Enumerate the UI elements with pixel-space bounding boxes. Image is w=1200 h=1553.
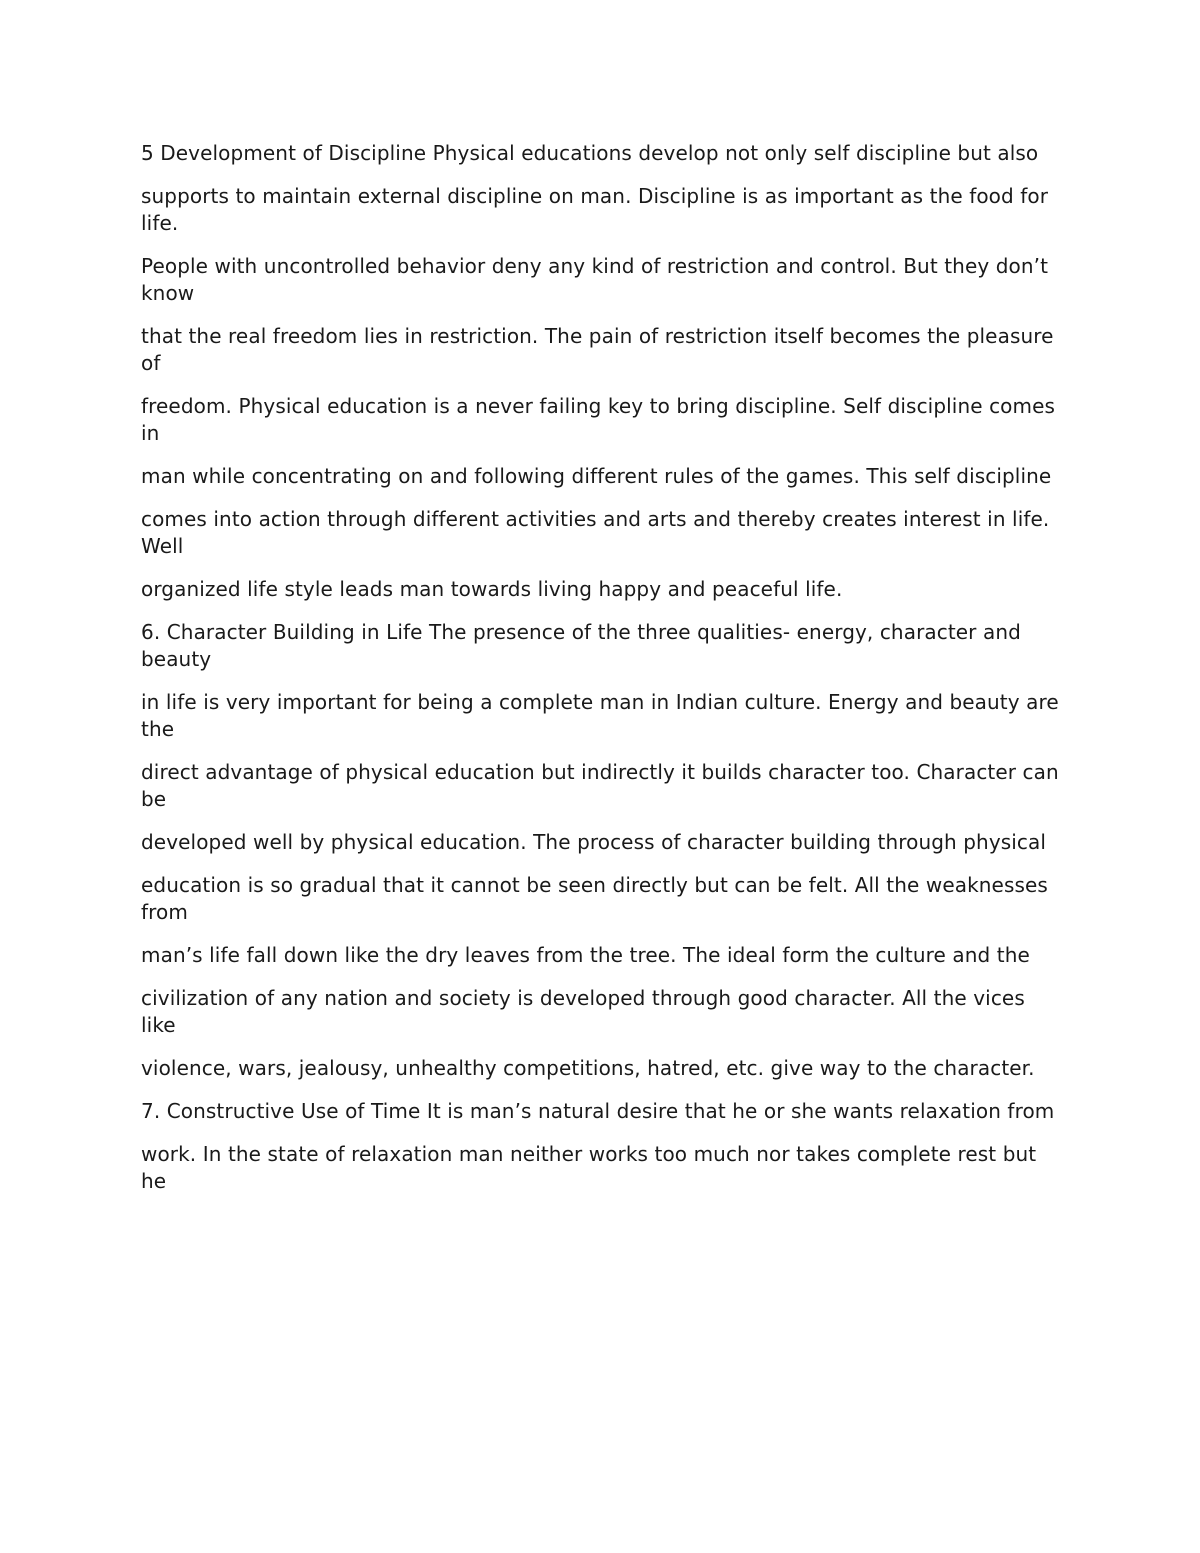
paragraph-10: in life is very important for being a complete man in Indian culture. Energy and beauty are the — [141, 690, 1059, 741]
paragraph-16: violence, wars, jealousy, unhealthy competitions, hatred, etc. give way to the character. — [141, 1056, 1035, 1080]
paragraph-17: 7. Constructive Use of Time It is man’s natural desire that he or she wants relaxation from — [141, 1099, 1055, 1123]
paragraph-15: civilization of any nation and society is developed through good character. All the vices like — [141, 986, 1025, 1037]
paragraph-14: man’s life fall down like the dry leaves from the tree. The ideal form the culture and the — [141, 943, 1030, 967]
paragraph-6: man while concentrating on and following different rules of the games. This self discipline — [141, 464, 1052, 488]
paragraph-3: People with uncontrolled behavior deny any kind of restriction and control. But they don’t know — [141, 254, 1049, 305]
paragraph-4: that the real freedom lies in restriction. The pain of restriction itself becomes the pleasure of — [141, 324, 1054, 375]
paragraph-8: organized life style leads man towards living happy and peaceful life. — [141, 577, 843, 601]
paragraph-2: supports to maintain external discipline on man. Discipline is as important as the food for life. — [141, 184, 1049, 235]
paragraph-1: 5 Development of Discipline Physical educations develop not only self discipline but also — [141, 141, 1039, 165]
paragraph-11: direct advantage of physical education but indirectly it builds character too. Character can be — [141, 760, 1059, 811]
paragraph-9: 6. Character Building in Life The presence of the three qualities- energy, character and beauty — [141, 620, 1021, 671]
paragraph-5: freedom. Physical education is a never failing key to bring discipline. Self discipline comes in — [141, 394, 1056, 445]
paragraph-18: work. In the state of relaxation man neither works too much nor takes complete rest but he — [141, 1142, 1037, 1193]
paragraph-13: education is so gradual that it cannot be seen directly but can be felt. All the weaknesses from — [141, 873, 1048, 924]
paragraph-12: developed well by physical education. The process of character building through physical — [141, 830, 1047, 854]
document-body — [141, 140, 1059, 1211]
paragraph-7: comes into action through different activities and arts and thereby creates interest in life. Well — [141, 507, 1050, 558]
